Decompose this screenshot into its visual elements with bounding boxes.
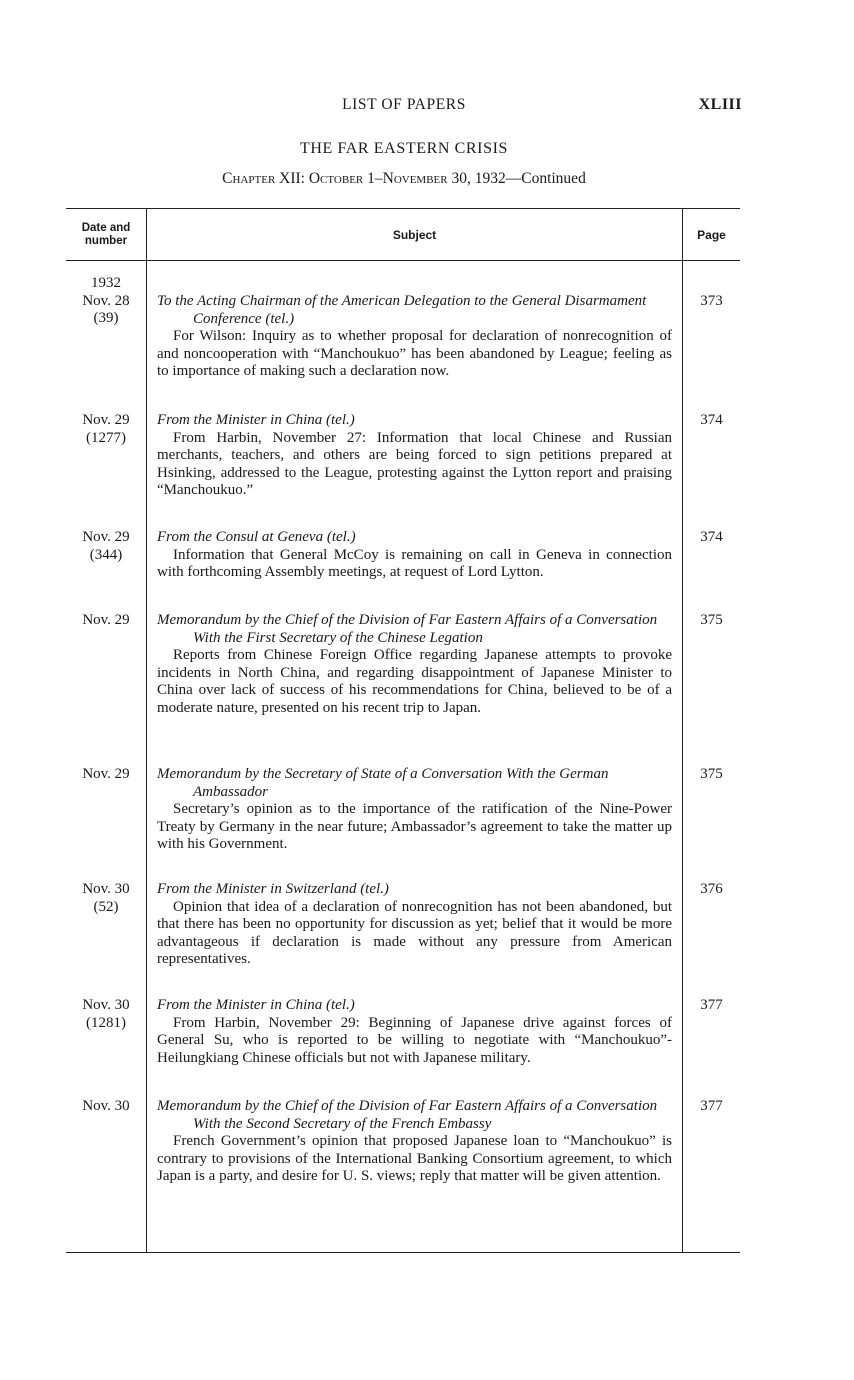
- chapter-dates: October 1–November 30, 1932: [308, 170, 506, 187]
- entry-date: Nov. 29: [82, 529, 130, 545]
- chapter-label: Chapter XII:: [222, 170, 305, 187]
- entry-number: (39): [93, 310, 119, 327]
- column-divider-date: [146, 208, 147, 1252]
- subject-cell: [157, 412, 672, 500]
- entry-page: 374: [700, 529, 723, 545]
- date-cell: [66, 412, 146, 447]
- entry-page: 376: [700, 881, 723, 897]
- entry-title: Memorandum by the Chief of the Division of Far Eastern Affairs of a Conversation With the First Secretary of the Chinese Legation: [157, 612, 658, 646]
- column-header-date: Date and number: [81, 222, 131, 247]
- entry-page: 373: [700, 293, 723, 309]
- date-cell: [66, 612, 146, 630]
- chapter-heading: [66, 170, 742, 188]
- date-cell: [66, 766, 146, 784]
- entry-date: Nov. 29: [82, 412, 130, 428]
- entry-date: Nov. 28: [82, 292, 130, 309]
- table-top-rule: [66, 208, 740, 209]
- entry-date: Nov. 30: [82, 997, 130, 1013]
- entry-page: 377: [700, 1098, 723, 1114]
- entry-date: Nov. 29: [82, 766, 130, 782]
- subject-cell: [157, 881, 672, 969]
- entry-number: (1281): [86, 1014, 126, 1031]
- entry-title: Memorandum by the Secretary of State of a Conversation With the German Ambassador: [157, 766, 609, 800]
- date-cell: [66, 997, 146, 1032]
- entry-title: Memorandum by the Chief of the Division of Far Eastern Affairs of a Conversation With the Second Secretary of the French Embassy: [157, 1098, 658, 1132]
- entry-page: 374: [700, 412, 723, 428]
- entry-title: From the Minister in China (tel.): [157, 412, 355, 428]
- entry-page: 375: [700, 766, 723, 782]
- subject-cell: [157, 766, 672, 854]
- subject-cell: [157, 612, 672, 718]
- entry-number: (1277): [86, 429, 126, 446]
- column-header-page: Page: [697, 228, 726, 242]
- entry-page: 375: [700, 612, 723, 628]
- entry-summary: For Wilson: Inquiry as to whether proposal for declaration of nonrecognition of and noncooperation with “Manchoukuo” has been abandoned by League; feeling as to importance of making such a declaration now.: [157, 328, 672, 380]
- entry-date: Nov. 29: [82, 612, 130, 628]
- year-label: 1932: [91, 275, 121, 291]
- subject-cell: [157, 997, 672, 1067]
- entry-summary: From Harbin, November 29: Beginning of Japanese drive against forces of General Su, who is reported to be willing to negotiate with “Manchoukuo”-Heilungkiang Chinese officials but not with Japanese military.: [157, 1014, 672, 1066]
- chapter-suffix: —Continued: [505, 170, 586, 187]
- entry-title: To the Acting Chairman of the American Delegation to the General Disarmament Conference (tel.): [157, 293, 647, 327]
- entry-summary: French Government’s opinion that proposed Japanese loan to “Manchoukuo” is contrary to provisions of the International Banking Consortium agreement, to which Japan is a party, and desire for U. S. views; reply that matter will be given attention.: [157, 1133, 672, 1185]
- entry-title: From the Minister in China (tel.): [157, 997, 355, 1013]
- entry-summary: Reports from Chinese Foreign Office regarding Japanese attempts to provoke incidents in North China, and regarding disappointment of Japanese Minister to China over lack of success of his recommendations for China, believed to be of a moderate nature, presented on his recent trip to Japan.: [157, 647, 672, 716]
- running-title: LIST OF PAPERS: [342, 96, 466, 113]
- column-divider-page: [682, 208, 683, 1252]
- entry-summary: Information that General McCoy is remaining on call in Geneva in connection with forthcoming Assembly meetings, at request of Lord Lytton.: [157, 546, 672, 581]
- papers-table: [66, 208, 740, 1256]
- date-cell: [66, 1098, 146, 1116]
- page-header: [66, 96, 742, 118]
- table-header-rule: [66, 260, 740, 261]
- subject-cell: [157, 293, 672, 381]
- entry-date: Nov. 30: [82, 881, 130, 897]
- entry-page: 377: [700, 997, 723, 1013]
- entry-title: From the Minister in Switzerland (tel.): [157, 881, 389, 897]
- date-cell: [66, 529, 146, 564]
- entry-summary: Secretary’s opinion as to the importance of the ratification of the Nine-Power Treaty by Germany in the near future; Ambassador’s agreement to take the matter up with his Government.: [157, 801, 672, 853]
- entry-number: (52): [93, 898, 119, 915]
- entry-number: (344): [89, 546, 123, 563]
- entry-title: From the Consul at Geneva (tel.): [157, 529, 356, 545]
- date-cell: [66, 275, 146, 328]
- entry-summary: From Harbin, November 27: Information that local Chinese and Russian merchants, teachers, and others are being forced to sign petitions prepared at Hsinking, addressed to the League, protesting against the Lytton report and praising “Manchoukuo.”: [157, 429, 672, 499]
- date-cell: [66, 881, 146, 916]
- page-number: XLIII: [698, 96, 742, 113]
- section-title: THE FAR EASTERN CRISIS: [299, 140, 509, 157]
- entry-summary: Opinion that idea of a declaration of nonrecognition has not been abandoned, but that there has been no opportunity for discussion as yet; belief that it would be more advantageous if declaration is made without any pressure from American representatives.: [157, 898, 672, 968]
- column-header-subject: Subject: [392, 228, 437, 242]
- subject-cell: [157, 1098, 672, 1186]
- subject-cell: [157, 529, 672, 582]
- entry-date: Nov. 30: [82, 1098, 130, 1114]
- table-bottom-rule: [66, 1252, 740, 1253]
